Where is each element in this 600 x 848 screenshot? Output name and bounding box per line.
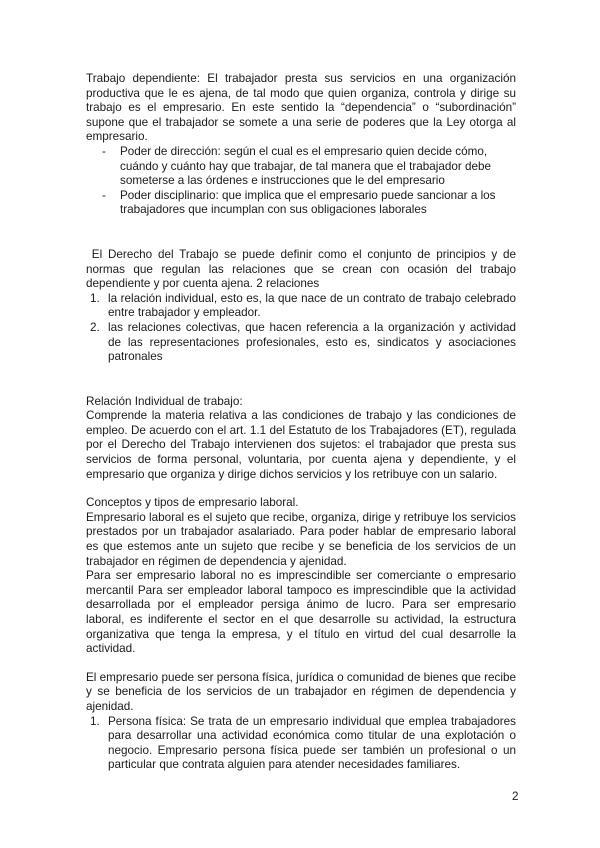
paragraph-trabajo-dependiente: Trabajo dependiente: El trabajador presta sus servicios en una organización productiva que le es ajena, de tal modo que quien organiza, controla y dirige su trabajo es el empresario. En este sentido la “dependencia” o “subordinación” supone que el trabajador se somete a una serie de poderes que la Ley otorga al empresario. <box>86 72 516 144</box>
list-item-text: Poder disciplinario: que implica que el empresario puede sancionar a los trabajadores que incumplan con sus obligaciones laborales <box>120 188 496 217</box>
paragraph-derecho-trabajo: El Derecho del Trabajo se puede definir como el conjunto de principios y de normas que regulan las relaciones que se crean con ocasión del trabajo dependiente y por cuenta ajena. 2 relaciones <box>86 247 520 291</box>
list-item <box>86 321 516 365</box>
list-item <box>86 145 516 189</box>
dash-bullet: - <box>102 188 106 202</box>
list-item-text: Persona física: Se trata de un empresario individual que emplea trabajadores para desarrollar una actividad económica como titular de una explotación o negocio. Empresario persona física puede ser también un profesional o un particular que contrata alguien para atender necesidades familiares. <box>108 714 516 772</box>
paragraph-relacion-individual: Comprende la materia relativa a las condiciones de trabajo y las condiciones de empleo. De acuerdo con el art. 1.1 del Estatuto de los Trabajadores (ET), regulada por el Derecho del Trabajo intervienen dos sujetos: el trabajador que presta sus servicios de forma personal, voluntaria, por cuenta ajena y dependiente, y el empresario que organiza y dirige dichos servicios y los retribuye con un salario. <box>86 409 516 481</box>
list-item <box>86 715 516 773</box>
relaciones-list <box>86 292 516 365</box>
list-item-text: las relaciones colectivas, que hacen referencia a la organización y actividad de las representaciones profesionales, esto es, sindicatos y asociaciones patronales <box>108 320 516 364</box>
heading-relacion-individual: Relación Individual de trabajo: <box>86 394 243 408</box>
document-page <box>86 72 520 773</box>
paragraph-requisitos-empresario: Para ser empresario laboral no es imprescindible ser comerciante o empresario mercantil Para ser empleador laboral tampoco es imprescindible que la actividad desarrollada por el empleador persiga ánimo de lucro. Para ser empresario laboral, es indiferente el sector en el que desarrolle su actividad, la estructura organizativa que tenga la empresa, y el título en virtud del cual desarrolle la actividad. <box>86 569 516 656</box>
list-number: 1. <box>90 291 100 305</box>
list-item <box>86 292 516 321</box>
tipos-empresario-list <box>86 715 516 773</box>
list-number: 1. <box>90 714 100 728</box>
list-item-text: Poder de dirección: según el cual es el empresario quien decide cómo, cuándo y cuánto hay que trabajar, de tal manera que el trabajador debe someterse a las órdenes e instrucciones que le del empresario <box>120 144 492 188</box>
list-item-text: la relación individual, esto es, la que nace de un contrato de trabajo celebrado entre trabajador y empleador. <box>108 291 516 320</box>
page-number: 2 <box>512 790 519 803</box>
heading-conceptos-empresario: Conceptos y tipos de empresario laboral. <box>86 496 299 510</box>
poderes-list <box>86 145 516 218</box>
list-item <box>86 189 516 218</box>
list-number: 2. <box>90 320 100 334</box>
paragraph-empresario-laboral: Empresario laboral es el sujeto que recibe, organiza, dirige y retribuye los servicios prestados por un trabajador asalariado. Para poder hablar de empresario laboral es que estemos ante un sujeto que recibe y se beneficia de los servicios de un trabajador en régimen de dependencia y ajenidad. <box>86 510 516 568</box>
paragraph-tipos-empresario: El empresario puede ser persona física, jurídica o comunidad de bienes que recibe y se beneficia de los servicios de un trabajador en régimen de dependencia y ajenidad. <box>86 670 516 713</box>
dash-bullet: - <box>102 144 106 158</box>
